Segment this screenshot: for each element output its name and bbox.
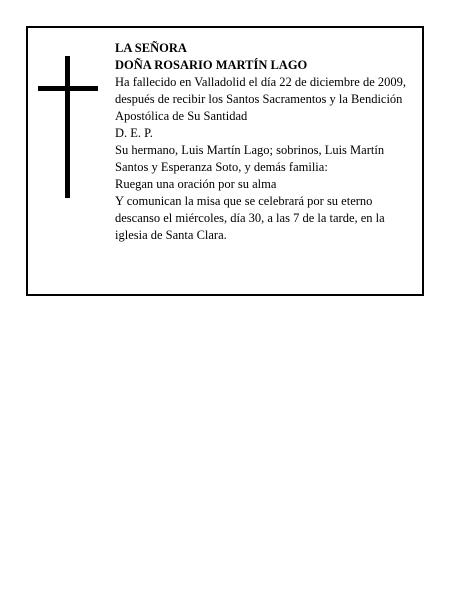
notice-title-line2: DOÑA ROSARIO MARTÍN LAGO	[115, 58, 308, 72]
notice-family-paragraph: Su hermano, Luis Martín Lago; sobrinos, Luis Martín Santos y Esperanza Soto, y demás familia:	[115, 143, 385, 174]
notice-prayer-request: Ruegan una oración por su alma	[115, 177, 277, 191]
notice-rip: D. E. P.	[115, 126, 153, 140]
cross-horizontal-bar	[38, 86, 98, 91]
notice-title-line1: LA SEÑORA	[115, 41, 187, 55]
notice-mass-paragraph: Y comunican la misa que se celebrará por su eterno descanso el miércoles, día 30, a las 7 de la tarde, en la iglesia de Santa Clara.	[115, 194, 385, 242]
notice-death-paragraph: Ha fallecido en Valladolid el día 22 de diciembre de 2009, después de recibir los Santos Sacramentos y la Bendición Apostólica de Su Santidad	[115, 75, 406, 123]
cross-icon	[38, 56, 98, 198]
notice-text	[115, 40, 415, 244]
cross-vertical-bar	[65, 56, 70, 198]
obituary-notice	[26, 26, 424, 296]
